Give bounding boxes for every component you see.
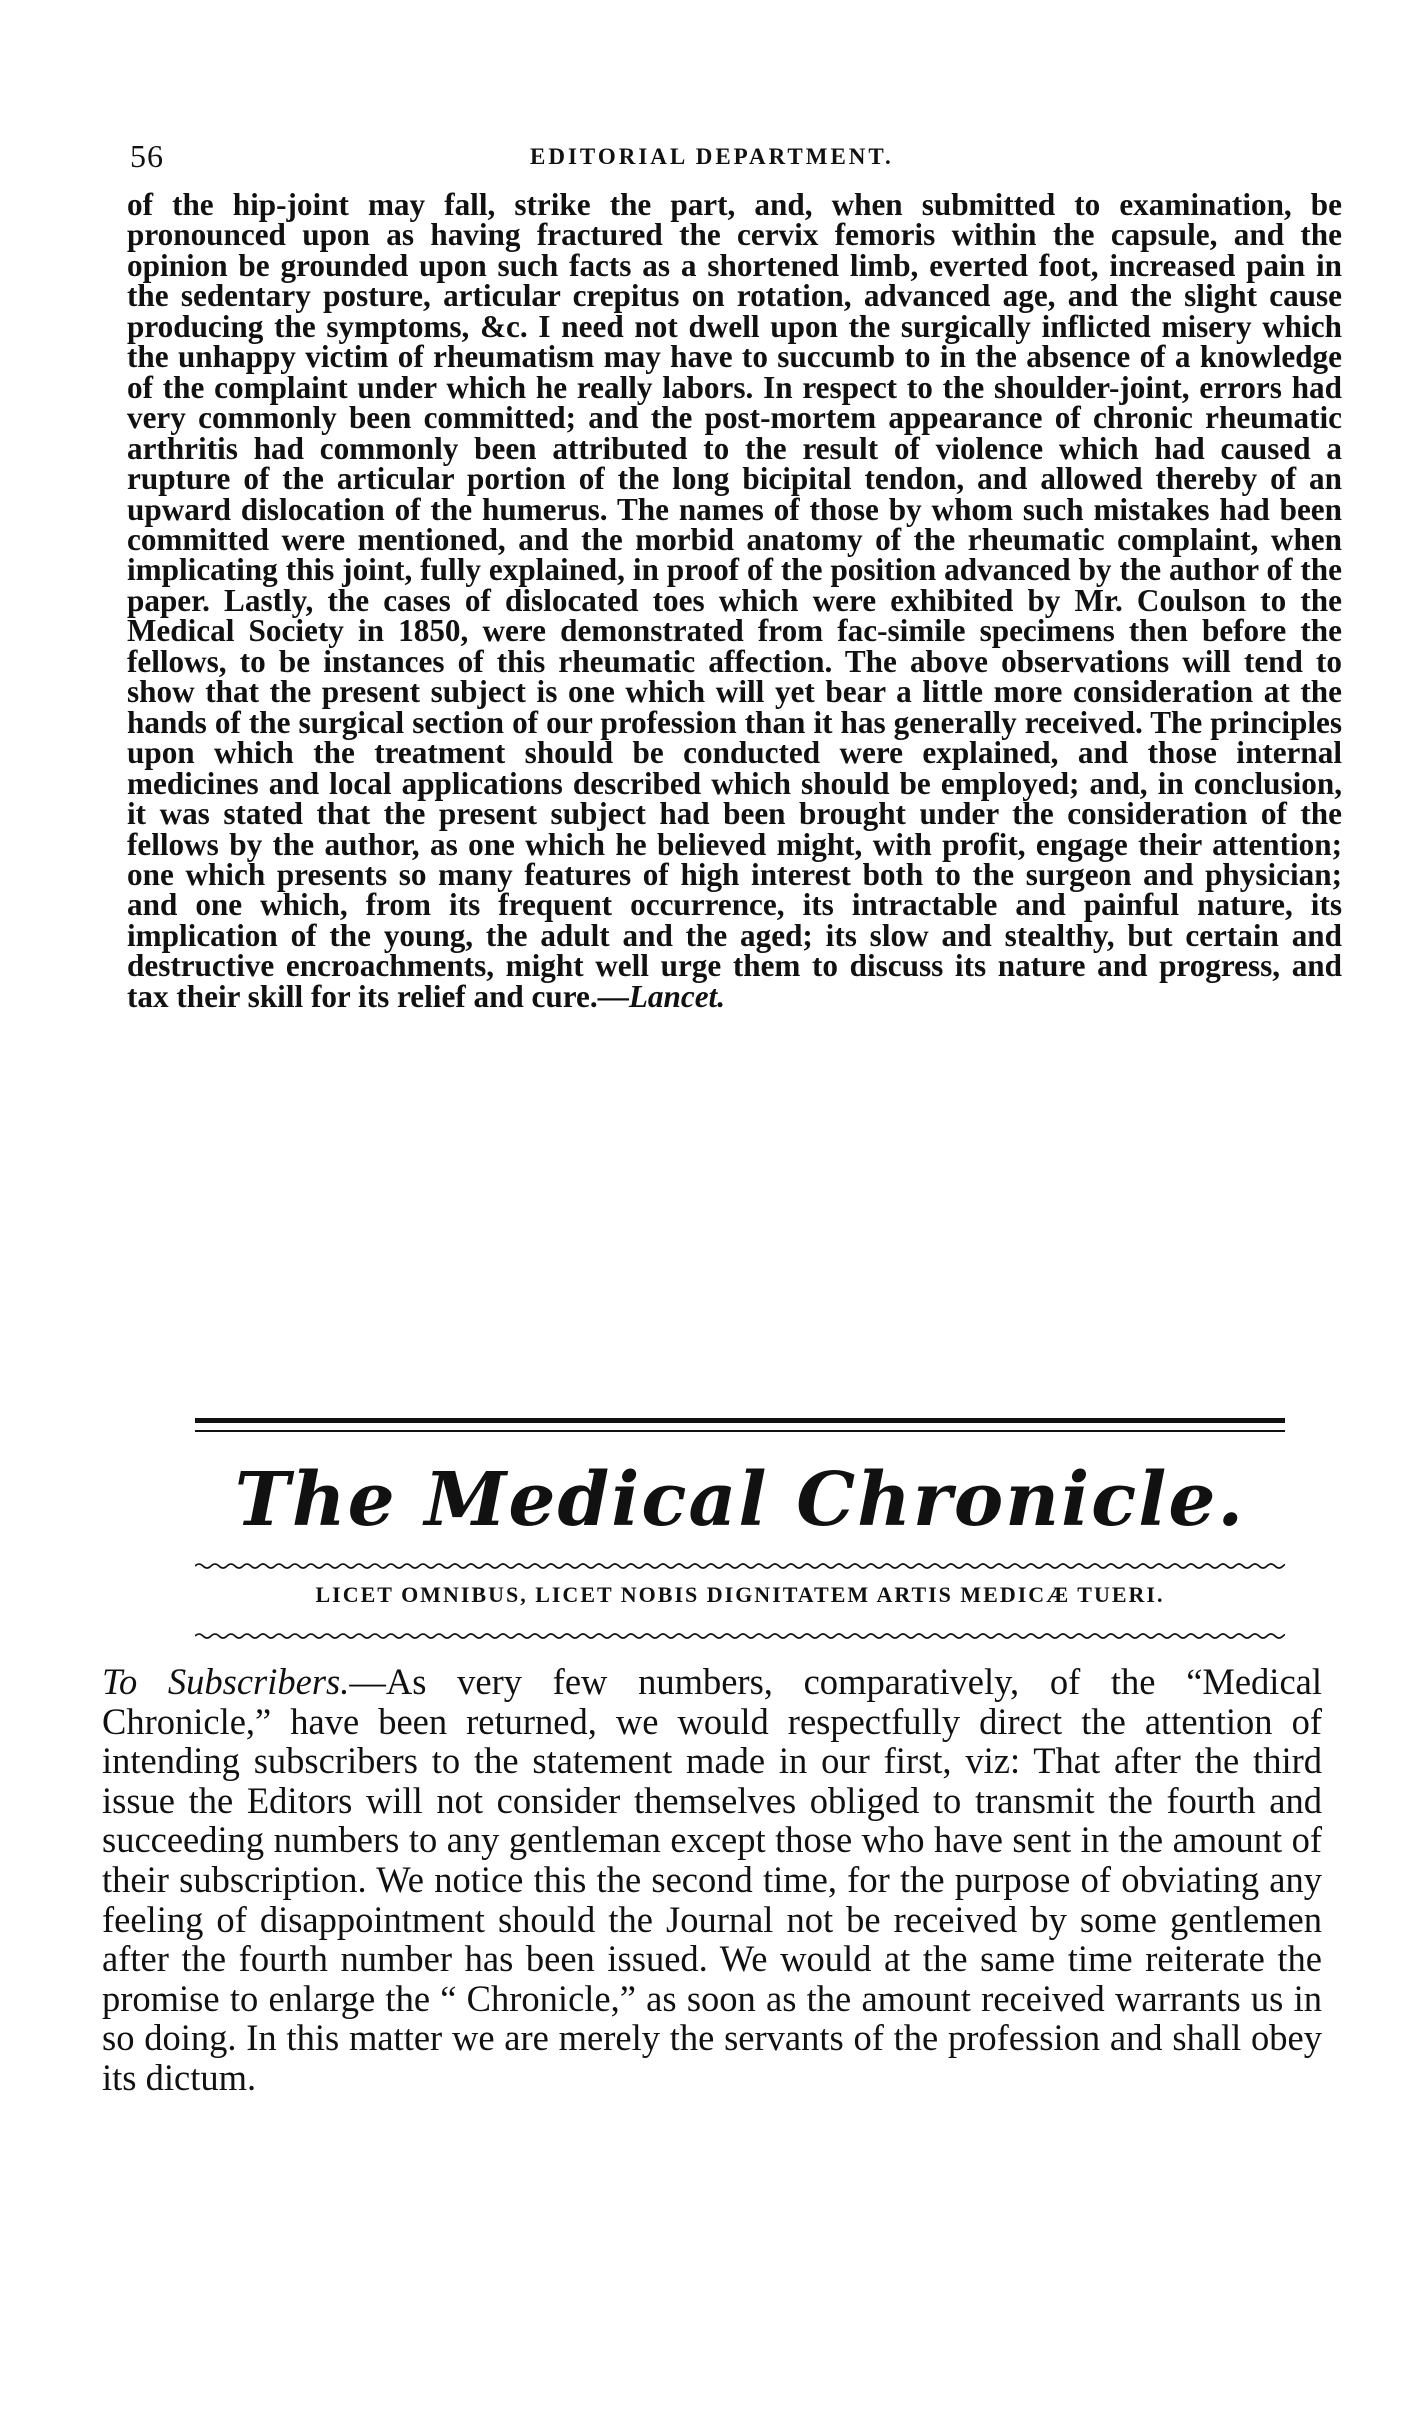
- masthead-motto: LICET OMNIBUS, LICET NOBIS DIGNITATEM ARTIS MEDICÆ TUERI.: [315, 1582, 1165, 1607]
- article-source: Lancet.: [628, 978, 725, 1014]
- wavy-rule-bottom: [195, 1632, 1285, 1640]
- article-paragraph: [127, 187, 1342, 1014]
- masthead-title: The Medical Chronicle.: [234, 1457, 1246, 1543]
- page-header: [130, 138, 1280, 178]
- double-rule-thin: [195, 1430, 1285, 1432]
- notice-body: —As very few numbers, comparatively, of the “Medical Chronicle,” have been returned, we would respectfully direct the attention of intending subscribers to the statement made in our first, viz: That after the third issue the Editors will not consider themselves obliged to transmit the fourth and succeeding numbers to any gentleman except those who have sent in the amount of their subscription. We notice this the second time, for the purpose of obviating any feeling of disappointment should the Journal not be received by some gentlemen after the fourth number has been issued. We would at the same time reiterate the promise to enlarge the “ Chronicle,” as soon as the amount received warrants us in so doing. In this matter we are merely the servants of the profession and shall obey its dictum.: [102, 1661, 1322, 2098]
- notice-lead: To Subscribers.: [102, 1661, 350, 1702]
- wavy-rule-top: [195, 1562, 1285, 1570]
- subscribers-notice: [102, 1662, 1322, 2098]
- page-number: 56: [130, 138, 164, 174]
- double-rule-thick: [195, 1418, 1285, 1423]
- running-head: EDITORIAL DEPARTMENT.: [530, 144, 894, 169]
- article-body: of the hip-joint may fall, strike the part, and, when submitted to examination, be pronounced upon as having fractured the cervix femoris within the capsule, and the opinion be grounded upon such facts as a shortened limb, everted foot, increased pain in the sedentary posture, articular crepitus on rotation, advanced age, and the slight cause producing the symptoms, &c. I need not dwell upon the surgically inflicted misery which the unhappy victim of rheumatism may have to succumb to in the absence of a knowledge of the complaint under which he really labors. In respect to the shoulder-joint, errors had very commonly been committed; and the post-mortem appearance of chronic rheumatic arthritis had commonly been attributed to the result of violence which had caused a rupture of the articular portion of the long bicipital tendon, and allowed thereby of an upward dislocation of the humerus. The names of those by whom such mistakes had been committed were mentioned, and the morbid anatomy of the rheumatic complaint, when implicating this joint, fully explained, in proof of the position advanced by the author of the paper. Lastly, the cases of dislocated toes which were exhibited by Mr. Coulson to the Medical Society in 1850, were demonstrated from fac-simile specimens then before the fellows, to be instances of this rheumatic affection. The above observations will tend to show that the present subject is one which will yet bear a little more consideration at the hands of the surgical section of our profession than it has generally received. The principles upon which the treatment should be conducted were explained, and those internal medicines and local applications described which should be employed; and, in conclusion, it was stated that the present subject had been brought under the consideration of the fellows by the author, as one which he believed might, with profit, engage their attention; one which presents so many features of high interest both to the surgeon and physician; and one which, from its frequent occurrence, its intractable and painful nature, its implication of the young, the adult and the aged; its slow and stealthy, but certain and destructive encroachments, might well urge them to discuss its nature and progress, and tax their skill for its relief and cure.—: [127, 187, 1342, 1014]
